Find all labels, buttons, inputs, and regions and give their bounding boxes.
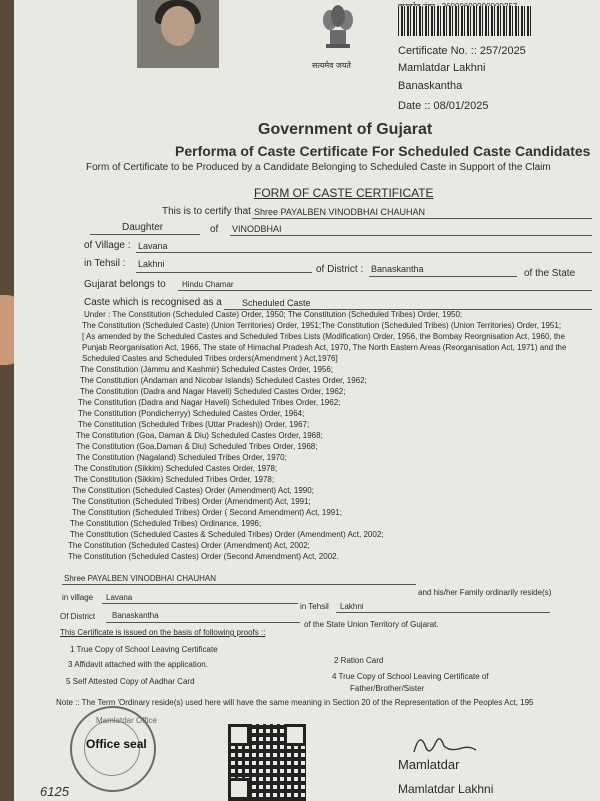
- order-line: The Constitution (Goa, Daman & Diu) Scheduled Castes Order, 1968;: [76, 431, 323, 440]
- union-territory-text: of the State Union Territory of Gujarat.: [304, 620, 439, 629]
- parent-name: VINODBHAI: [232, 224, 282, 234]
- note-text: Note :: The Term 'Ordinary reside(s) used here will have the same meaning in Section 20 of the Representation of the Peoples Act, 195: [56, 698, 534, 707]
- proofs-heading: This Certificate is issued on the basis of following proofs ::: [60, 628, 266, 637]
- order-line: The Constitution (Scheduled Castes & Scheduled Tribes) Order (Amendment) Act, 2002;: [70, 530, 384, 539]
- certificate-page: [14, 0, 600, 801]
- ashoka-emblem-icon: [318, 2, 358, 60]
- order-line: The Constitution (Dadra and Nagar Haveli) Scheduled Castes Order, 1962;: [80, 387, 346, 396]
- order-line: The Constitution (Sikkim) Scheduled Castes Order, 1978;: [74, 464, 278, 473]
- office-seal-label: Office seal: [86, 737, 147, 751]
- relation: Daughter: [122, 222, 164, 233]
- in-village-value: Lavana: [106, 593, 133, 602]
- order-line: The Constitution (Scheduled Tribes (Uttar Pradesh)) Order, 1967;: [78, 420, 310, 429]
- order-line: The Constitution (Scheduled Caste) (Union Territories) Order, 1951;The Constitution (Scheduled Tribes) (Union Territories) Order, 1951;: [82, 321, 562, 330]
- family-resides-text: and his/her Family ordinarily reside(s): [418, 588, 552, 597]
- of-label: of: [210, 224, 219, 235]
- proof-item: 5 Self Attested Copy of Aadhar Card: [66, 677, 195, 686]
- barcode: [398, 6, 532, 36]
- order-line: The Constitution (Nagaland) Scheduled Tribes Order, 1970;: [76, 453, 287, 462]
- order-line: The Constitution (Sikkim) Scheduled Tribes Order, 1978;: [74, 475, 275, 484]
- district-label: of District :: [316, 264, 364, 275]
- issuing-district: Banaskantha: [398, 80, 463, 92]
- signature-mark: [410, 728, 480, 760]
- order-line: The Constitution (Scheduled Castes) Order (Second Amendment) Act, 2002.: [68, 552, 339, 561]
- cert-no-value: 257/2025: [479, 45, 526, 57]
- seal-ring-text: Mamlatdar Office: [96, 716, 157, 725]
- caste-category: Scheduled Caste: [242, 298, 311, 308]
- order-line: The Constitution (Scheduled Tribes) Order (Amendment) Act, 1991;: [72, 497, 311, 506]
- resident-name: Shree PAYALBEN VINODBHAI CHAUHAN: [64, 574, 217, 583]
- cert-no-label: Certificate No. ::: [398, 45, 477, 57]
- order-line: Scheduled Castes and Scheduled Tribes orders(Amendment ) Act,1976]: [82, 354, 338, 363]
- signatory-title: Mamlatdar: [398, 757, 460, 772]
- issue-date: [398, 100, 489, 112]
- order-line: The Constitution (Andaman and Nicobar Islands) Scheduled Castes Order, 1962;: [80, 376, 367, 385]
- signatory-office: Mamlatdar Lakhni: [398, 782, 494, 796]
- applicant-name: Shree PAYALBEN VINODBHAI CHAUHAN: [254, 207, 426, 217]
- form-subtitle: Form of Certificate to be Produced by a Candidate Belonging to Scheduled Caste in Support of the Claim: [86, 162, 551, 173]
- order-line: The Constitution (Scheduled Castes) Order (Amendment) Act, 2002;: [68, 541, 310, 550]
- of-district-value: Banaskantha: [112, 611, 159, 620]
- certificate-number: [398, 45, 526, 57]
- in-tehsil-value: Lakhni: [340, 602, 364, 611]
- date-value: 08/01/2025: [433, 100, 489, 112]
- emblem-motto: सत्यमेव जयते: [312, 61, 351, 70]
- order-line: The Constitution (Dadra and Nagar Haveli) Scheduled Tribes Order, 1962;: [78, 398, 341, 407]
- of-the-state: of the State: [524, 268, 576, 279]
- of-district-label: Of District: [60, 612, 96, 621]
- village-value: Lavana: [138, 241, 168, 251]
- in-village-label: in village: [62, 593, 94, 602]
- order-line: Punjab Reorganisation Act, 1966, The state of Himachal Pradesh Act, 1970, The North Eastern Areas (Reorganisation Act, 1971) and the: [82, 343, 567, 352]
- caste-name: Hindu Chamar: [182, 280, 234, 289]
- form-heading: FORM OF CASTE CERTIFICATE: [254, 186, 434, 200]
- order-line: Under : The Constitution (Scheduled Caste) Order, 1950; The Constitution (Scheduled Tribes) Order, 1950;: [84, 310, 463, 319]
- gujarat-belongs-label: Gujarat belongs to: [84, 279, 166, 290]
- proof-item: 3 Affidavit attached with the application.: [68, 660, 208, 669]
- recognised-label: Caste which is recognised as a: [84, 297, 222, 308]
- government-title: Government of Gujarat: [258, 121, 433, 138]
- tehsil-label: in Tehsil :: [84, 258, 126, 269]
- order-line: The Constitution (Jammu and Kashmir) Scheduled Castes Order, 1956;: [80, 365, 334, 374]
- in-tehsil-label: in Tehsil: [300, 602, 329, 611]
- issuing-office: Mamlatdar Lakhni: [398, 62, 486, 74]
- district-value: Banaskantha: [371, 264, 424, 274]
- performa-title: Performa of Caste Certificate For Scheduled Caste Candidates: [175, 143, 591, 159]
- order-line: The Constitution (Scheduled Tribes) Ordinance, 1996;: [70, 519, 262, 528]
- certify-label: This is to certify that: [162, 206, 251, 217]
- proof-item: 2 Ration Card: [334, 656, 384, 665]
- proof-item: 1 True Copy of School Leaving Certificate: [70, 645, 218, 654]
- handwritten-number: 6125: [40, 784, 69, 799]
- order-line: [ As amended by the Scheduled Castes and Scheduled Tribes Lists (Modification) Order, 1956, the Bombay Reorgnisation Act, 1960, the: [82, 332, 565, 341]
- order-line: The Constitution (Scheduled Tribes) Order ( Second Amendment) Act, 1991;: [72, 508, 342, 517]
- order-line: The Constitution (Scheduled Castes) Order (Amendment) Act, 1990;: [72, 486, 314, 495]
- applicant-photo: [137, 0, 219, 68]
- order-line: The Constitution (Pondicherryy) Scheduled Castes Order, 1964;: [78, 409, 305, 418]
- proof-item-cont: Father/Brother/Sister: [350, 684, 425, 693]
- tehsil-value: Lakhni: [138, 259, 165, 269]
- proof-item: 4 True Copy of School Leaving Certificate of: [332, 672, 489, 681]
- date-label: Date ::: [398, 100, 431, 112]
- village-label: of Village :: [84, 240, 131, 251]
- order-line: The Constitution (Goa,Daman & Diu) Scheduled Tribes Order, 1968;: [76, 442, 318, 451]
